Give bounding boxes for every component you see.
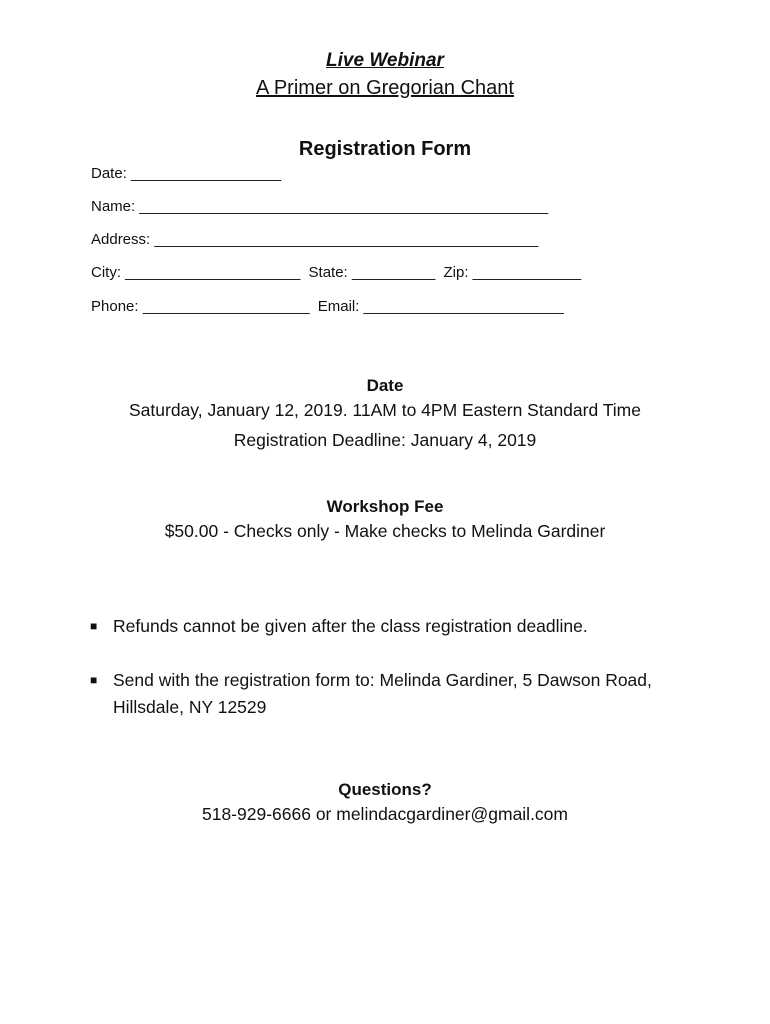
state-field[interactable]: State: __________ <box>308 264 436 281</box>
form-heading: Registration Form <box>298 138 472 160</box>
date-field[interactable]: Date: __________________ <box>91 165 282 182</box>
city-field[interactable]: City: _____________________ <box>91 264 301 281</box>
contact-info: 518-929-6666 or melindacgardiner@gmail.com <box>201 804 568 824</box>
phone-email-row <box>91 298 564 315</box>
name-field[interactable]: Name: _________________________________________________ <box>91 198 549 215</box>
mailing-address-text: Send with the registration form to: Melinda Gardiner, 5 Dawson Road, Hillsdale, NY 12529 <box>113 670 652 717</box>
webinar-title: Live Webinar <box>326 50 444 71</box>
zip-field[interactable]: Zip: _____________ <box>443 264 582 281</box>
date-heading: Date <box>366 376 404 395</box>
workshop-fee-details: $50.00 - Checks only - Make checks to Melinda Gardiner <box>164 521 606 541</box>
phone-field[interactable]: Phone: ____________________ <box>91 298 310 315</box>
list-item-refunds <box>90 613 690 640</box>
bullet-square-icon: ■ <box>90 619 98 633</box>
event-date-time: Saturday, January 12, 2019. 11AM to 4PM Eastern Standard Time <box>129 400 641 420</box>
refund-policy-text: Refunds cannot be given after the class registration deadline. <box>113 616 588 636</box>
city-state-zip-row <box>91 264 581 281</box>
questions-heading: Questions? <box>338 780 432 799</box>
workshop-fee-heading: Workshop Fee <box>326 497 444 516</box>
bullet-square-icon: ■ <box>90 673 98 687</box>
webinar-subtitle: A Primer on Gregorian Chant <box>256 77 514 99</box>
address-field[interactable]: Address: ______________________________________________ <box>91 231 539 248</box>
list-item-mailing <box>90 667 690 721</box>
registration-deadline: Registration Deadline: January 4, 2019 <box>233 430 537 450</box>
email-field[interactable]: Email: ________________________ <box>317 298 564 315</box>
